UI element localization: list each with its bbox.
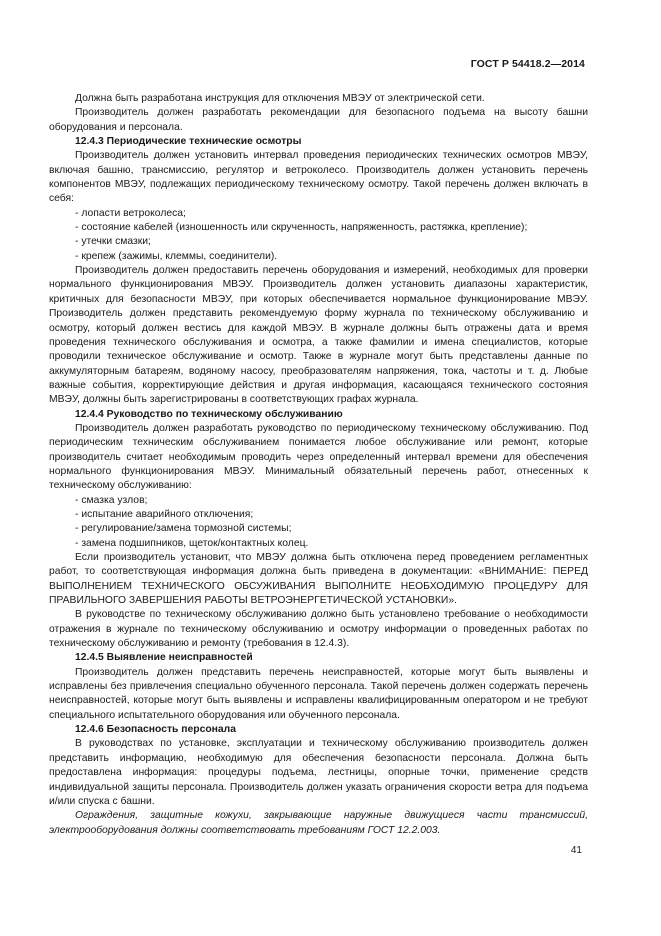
document-body — [49, 92, 588, 838]
paragraph: Производитель должен разработать руководство по периодическому техническому обслуживанию. Под периодическим техническим обслуживанием понимается любое обслуживание или ремонт, которые производитель считает необходимым проводить через определенный интервал времени для обеспечения нормального функционирования МВЭУ. Минимальный обязательный перечень работ, отнесенных к техническому обслуживанию: — [49, 422, 588, 492]
list-item: - утечки смазки; — [75, 236, 151, 248]
section-heading: 12.4.5 Выявление неисправностей — [75, 652, 253, 664]
page-number: 41 — [570, 845, 582, 856]
paragraph: Должна быть разработана инструкция для отключения МВЭУ от электрической сети. — [75, 93, 485, 104]
list-item: - регулирование/замена тормозной системы; — [75, 523, 292, 535]
section-heading: 12.4.3 Периодические технические осмотры — [75, 136, 302, 148]
section-heading: 12.4.6 Безопасность персонала — [75, 724, 236, 736]
list-item: - замена подшипников, щеток/контактных колец. — [75, 537, 309, 549]
paragraph: Производитель должен разработать рекомендации для безопасного подъема на высоту башни оборудования и персонала. — [49, 107, 588, 133]
list-item: - испытание аварийного отключения; — [75, 508, 254, 520]
paragraph: Производитель должен предоставить перечень оборудования и измерений, необходимых для проверки нормального функционирования МВЭУ. Производитель должен установить диапазоны характеристик, критичных для безопасности МВЭУ, при которых обеспечивается нормальное функционирование МВЭУ. Производитель должен представить рекомендуемую форму журнала по техническому обслуживанию и осмотру, который должен вестись для каждой МВЭУ. В журнале должны быть отражены дата и время проведения технического обслуживания и осмотра, а также фамилии и имена специалистов, которые проводили техническое обслуживание и осмотр. Также в журнале могут быть представлены данные по аккумуляторным батареям, водяному насосу, преобразователям напряжения, тока, частоты и т. д. Любые важные события, корректирующие действия и другая информация, касающаяся технического состояния МВЭУ, должны быть зарегистрированы в соответствующих графах журнала. — [49, 265, 588, 406]
paragraph: Производитель должен установить интервал проведения периодических технических осмотров МВЭУ, включая башню, трансмиссию, регулятор и ветроколесо. Производитель должен установить перечень компонентов МВЭУ, подлежащих периодическому техническому осмотру. Такой перечень должен включать в себя: — [49, 150, 588, 205]
document-header: ГОСТ Р 54418.2—2014 — [470, 58, 585, 70]
list-item: - крепеж (зажимы, клеммы, соединители). — [75, 250, 278, 262]
list-item: - лопасти ветроколеса; — [75, 207, 186, 219]
list-item: - состояние кабелей (изношенность или скрученность, напряженность, растяжка, крепление); — [75, 222, 528, 234]
list-item: - смазка узлов; — [75, 494, 148, 506]
paragraph: В руководствах по установке, эксплуатации и техническому обслуживанию производитель должен представить информацию, необходимую для обеспечения безопасности персонала. Должна быть предоставлена информация: процедуры подъема, лестницы, опорные точки, применение средств индивидуальной защиты персонала. Производитель должен указать ограничения скорости ветра для подъема и/или спуска с башни. — [49, 738, 588, 807]
note-paragraph: Ограждения, защитные кожухи, закрывающие наружные движущиеся части трансмиссий, электрооборудования должны соответствовать требованиям ГОСТ 12.2.003. — [49, 810, 588, 836]
paragraph: Если производитель установит, что МВЭУ должна быть отключена перед проведением регламентных работ, то соответствующая информация должна быть приведена в документации: «ВНИМАНИЕ: ПЕРЕД ВЫПОЛНЕНИЕМ ТЕХНИЧЕСКОГО ОБСУЖИВАНИЯ ВЫПОЛНИТЕ НЕОБХОДИМУЮ ПРОЦЕДУРУ ДЛЯ ПРАВИЛЬНОГО ЗАВЕРШЕНИЯ РАБОТЫ ВЕТРОЭНЕРГЕТИЧЕСКОЙ УСТАНОВКИ». — [49, 552, 588, 607]
paragraph: Производитель должен представить перечень неисправностей, которые могут быть выявлены и исправлены без привлечения специально обученного персонала. Такой перечень должен содержать перечень неисправностей, которые могут быть выявлены и исправлены квалифицированным оператором и не требуют специального испытательного оборудования или обученного персонала. — [49, 666, 588, 721]
section-heading: 12.4.4 Руководство по техническому обслуживанию — [75, 408, 343, 420]
paragraph: В руководстве по техническому обслуживанию должно быть установлено требование о необходимости отражения в журнале по техническому обслуживанию и осмотру информации о проведенных работах по техническому обслуживанию и ремонту (требования в 12.4.3). — [49, 609, 588, 650]
